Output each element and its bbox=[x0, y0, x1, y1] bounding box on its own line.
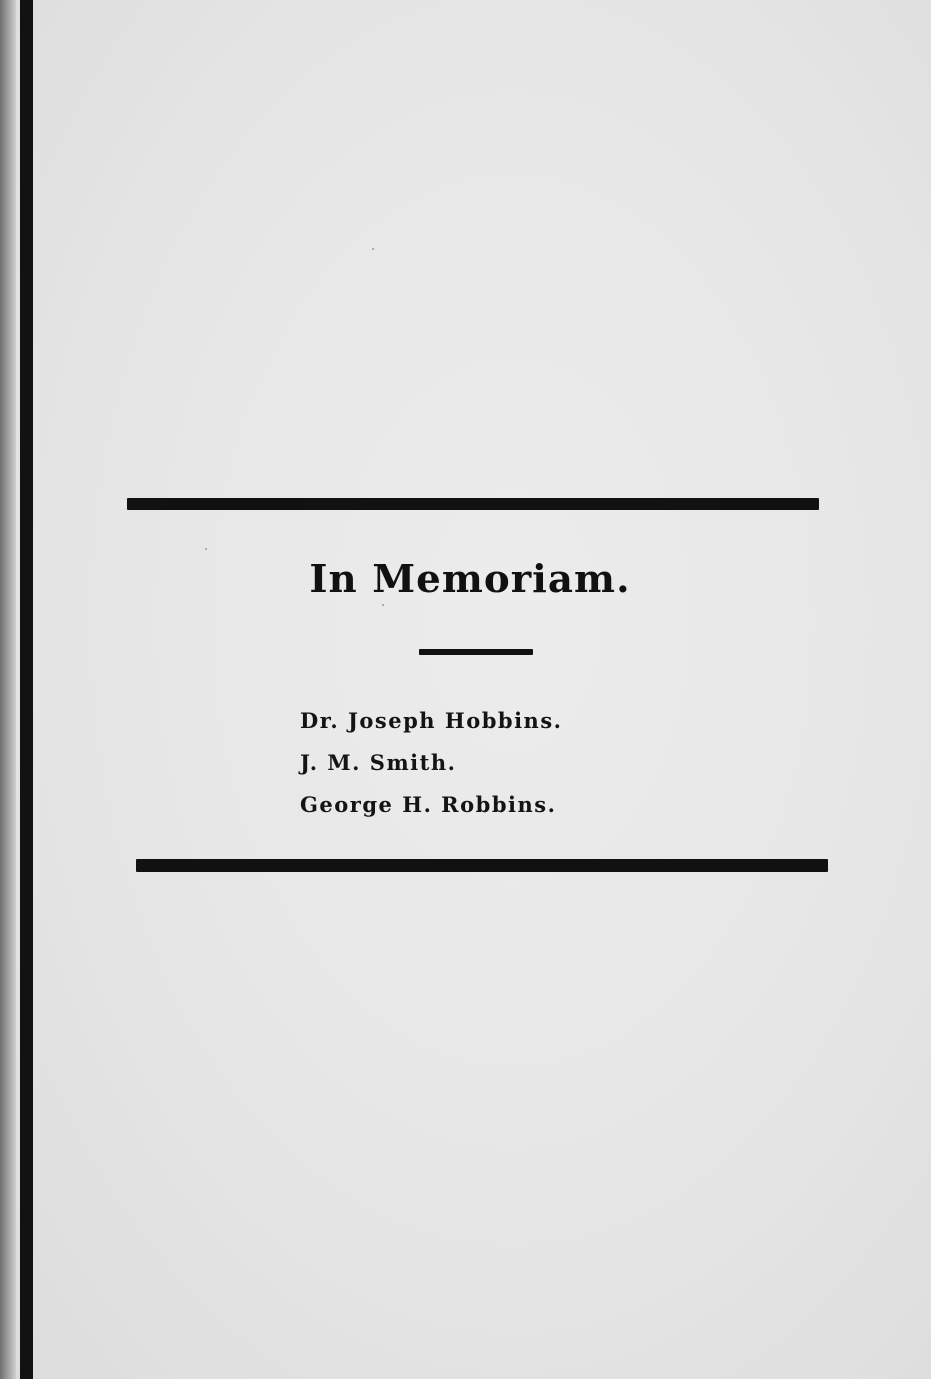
title-underline-rule bbox=[419, 649, 533, 655]
memorial-name-list bbox=[300, 700, 700, 826]
paper-speck bbox=[382, 604, 384, 606]
bottom-rule bbox=[136, 859, 828, 872]
page-edge-shadow bbox=[0, 0, 16, 1379]
black-border-line bbox=[20, 0, 33, 1379]
memorial-name: George H. Robbins. bbox=[300, 792, 557, 817]
paper-speck bbox=[372, 248, 374, 250]
paper-speck bbox=[205, 548, 207, 550]
memorial-name: Dr. Joseph Hobbins. bbox=[300, 708, 563, 733]
top-rule bbox=[127, 498, 819, 510]
memorial-name: J. M. Smith. bbox=[300, 750, 457, 775]
memorial-title: In Memoriam. bbox=[309, 556, 631, 601]
